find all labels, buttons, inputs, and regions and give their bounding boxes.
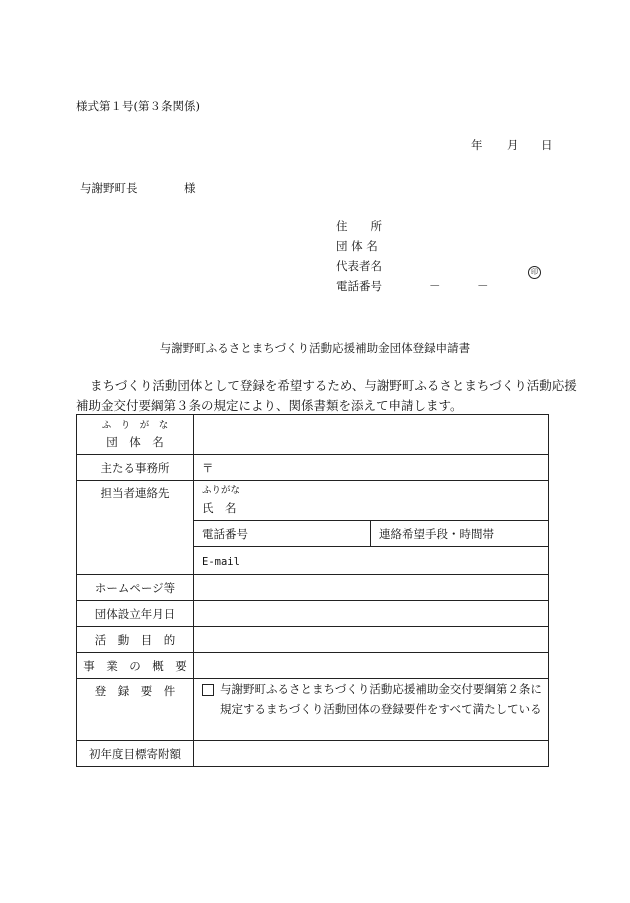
table-row-requirements bbox=[77, 679, 549, 741]
phone-dash-2: － bbox=[477, 279, 489, 293]
form-number: 様式第１号(第３条関係) bbox=[76, 99, 200, 113]
table-row-group-name bbox=[77, 415, 549, 455]
representative-label: 代表者名 bbox=[336, 259, 382, 273]
group-name-field[interactable] bbox=[194, 415, 549, 455]
date-year-label: 年 bbox=[471, 138, 483, 152]
table-row-purpose bbox=[77, 627, 549, 653]
purpose-field[interactable] bbox=[194, 627, 549, 653]
requirements-label: 登 録 要 件 bbox=[77, 679, 194, 741]
contact-preferred-field[interactable]: 連絡希望手段・時間帯 bbox=[371, 521, 549, 547]
office-field[interactable] bbox=[194, 455, 549, 481]
date-day-label: 日 bbox=[541, 138, 553, 152]
seal-mark: 印 bbox=[528, 259, 541, 279]
postal-mark: 〒 bbox=[202, 460, 214, 475]
founded-field[interactable] bbox=[194, 601, 549, 627]
requirements-text: 与謝野町ふるさとまちづくり活動応援補助金交付要綱第２条に規定するまちづくり活動団体の登録要件をすべて満たしている bbox=[220, 682, 542, 716]
body-line-2: 補助金交付要綱第３条の規定により、関係書類を添えて申請します。 bbox=[76, 398, 463, 413]
table-row-office bbox=[77, 455, 549, 481]
requirements-checkbox[interactable] bbox=[202, 684, 214, 696]
table-row-overview bbox=[77, 653, 549, 679]
overview-field[interactable] bbox=[194, 653, 549, 679]
contact-name-label: 氏 名 bbox=[202, 500, 237, 515]
table-row-contact-name bbox=[77, 481, 549, 521]
contact-label: 担当者連絡先 bbox=[77, 481, 194, 575]
contact-email-field[interactable] bbox=[194, 547, 549, 575]
addressee-honorific: 様 bbox=[184, 181, 196, 195]
phone-dash-1: － bbox=[429, 279, 441, 293]
group-name-label: 団 体 名 bbox=[336, 239, 378, 253]
contact-name-field[interactable] bbox=[194, 481, 549, 521]
founded-label: 団体設立年月日 bbox=[77, 601, 194, 627]
document-title: 与謝野町ふるさとまちづくり活動応援補助金団体登録申請書 bbox=[159, 341, 471, 355]
furigana-label: ふ り が な bbox=[101, 419, 169, 431]
address-label: 住 所 bbox=[336, 219, 382, 233]
body-line-1: まちづくり活動団体として登録を希望するため、与謝野町ふるさとまちづくり活動応援 bbox=[90, 378, 577, 393]
homepage-label: ホームページ等 bbox=[77, 575, 194, 601]
phone-label: 電話番号 bbox=[336, 279, 382, 293]
table-row-founded bbox=[77, 601, 549, 627]
group-name-cell-label: 団 体 名 bbox=[106, 434, 164, 449]
group-name-header bbox=[77, 415, 194, 455]
registration-table bbox=[76, 414, 549, 767]
contact-furigana-label: ふりがな bbox=[202, 484, 241, 496]
donation-field[interactable] bbox=[194, 741, 549, 767]
date-month-label: 月 bbox=[507, 138, 519, 152]
table-row-homepage bbox=[77, 575, 549, 601]
contact-email-label: E-mail bbox=[202, 555, 240, 568]
table-row-donation bbox=[77, 741, 549, 767]
donation-label: 初年度目標寄附額 bbox=[77, 741, 194, 767]
contact-phone-field[interactable]: 電話番号 bbox=[194, 521, 371, 547]
overview-label: 事 業 の 概 要 bbox=[77, 653, 194, 679]
requirements-field bbox=[194, 679, 549, 741]
addressee: 与謝野町長 bbox=[80, 181, 138, 195]
homepage-field[interactable] bbox=[194, 575, 549, 601]
office-label: 主たる事務所 bbox=[77, 455, 194, 481]
purpose-label: 活 動 目 的 bbox=[77, 627, 194, 653]
